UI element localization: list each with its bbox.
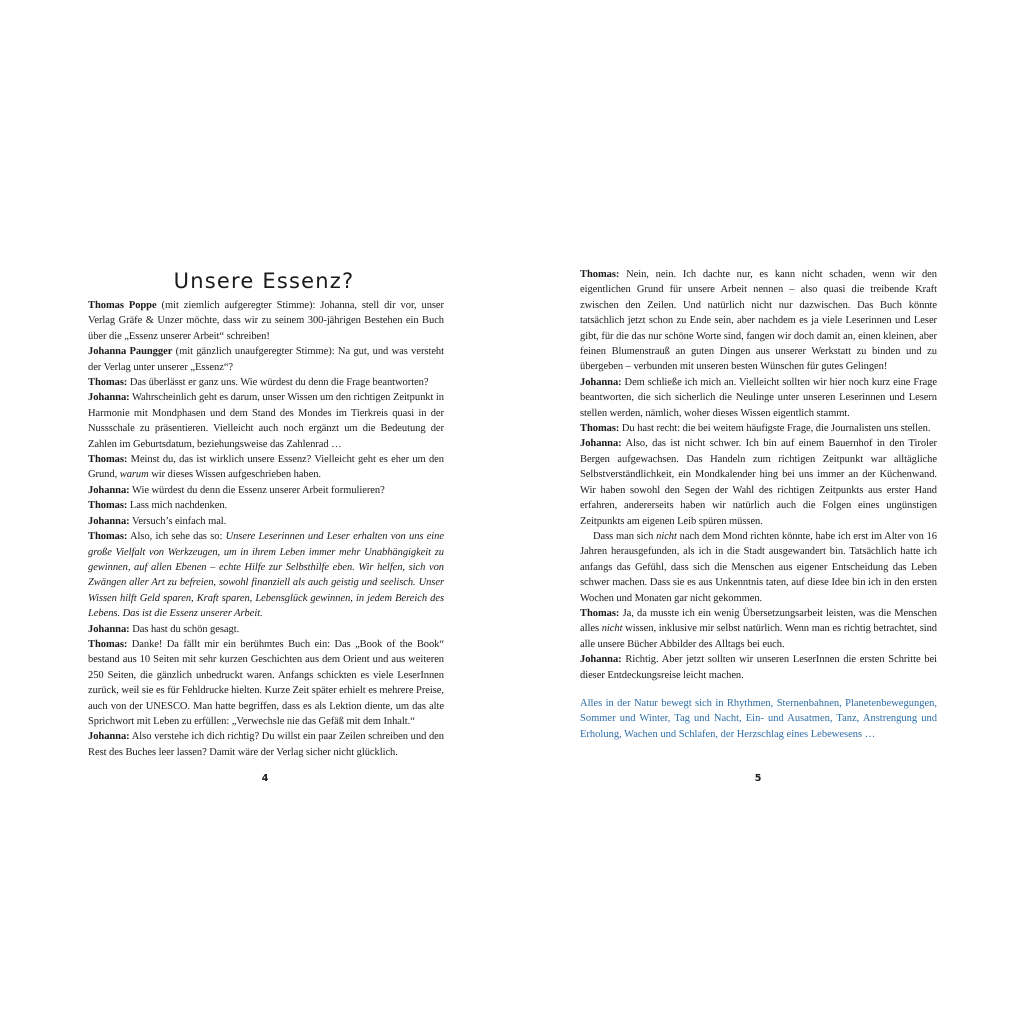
dialogue-paragraph [580, 375, 937, 421]
page-title: Unsere Essenz? [173, 269, 355, 293]
paragraph-text-continued: wir dieses Wissen aufgeschrieben haben. [148, 469, 321, 481]
paragraph-text: (mit gänzlich unaufgeregter Stimme): Na gut, und was versteht der Verlag unter unserer „Essenz“? [88, 346, 445, 373]
highlight-quote: Alles in der Natur bewegt sich in Rhythmen, Sternenbahnen, Planetenbewegungen, Sommer und Winter, Tag und Nacht, Ein- und Ausatmen, Tanz, Anstrengung und Erholung, Wachen und Schlafen, der Herzschlag eines Lebewesens … [580, 698, 937, 740]
dialogue-paragraph [88, 637, 444, 729]
speaker-name: Thomas: [88, 531, 128, 543]
dialogue-paragraph [88, 344, 444, 375]
paragraph-text: Versuch’s einfach mal. [129, 515, 227, 527]
dialogue-paragraph [580, 606, 937, 652]
speaker-name: Thomas: [88, 638, 128, 650]
page-number-left: 4 [261, 773, 269, 784]
right-page-body [580, 267, 937, 683]
speaker-name: Johanna: [580, 376, 622, 388]
dialogue-paragraph [88, 375, 444, 390]
speaker-name: Thomas Poppe [88, 300, 157, 311]
paragraph-text: Das hast du schön gesagt. [129, 623, 240, 635]
dialogue-paragraph [580, 267, 937, 375]
dialogue-paragraph [580, 529, 937, 606]
dialogue-paragraph [88, 298, 444, 344]
speaker-name: Johanna: [88, 484, 130, 496]
italic-text: warum [119, 469, 149, 481]
speaker-name: Thomas: [88, 377, 128, 389]
dialogue-paragraph [580, 652, 937, 683]
italic-text: Unsere Leserinnen und Leser erhalten von uns eine große Vielfalt von Werkzeugen, um in ihrem Leben immer mehr Unabhängigkeit zu gewinnen, auf allen Ebenen – echte Hilfe zur Selbsthilfe eben. Wir helfen, sich von Zwängen aller Art zu befreien, sowohl finanziell als auch geistig und seelisch. Unser Wissen hilft Geld sparen, Kraft sparen, Lebensglück gewinnen, in jedem Bereich des Lebens. Das ist die Essenz unserer Arbeit. [88, 531, 444, 620]
speaker-name: Johanna: [580, 438, 622, 450]
paragraph-text: Danke! Da fällt mir ein berühmtes Buch ein: Das „Book of the Book“ bestand aus 10 Seiten mit sehr kurzen Geschichten aus dem Orient und aus weiteren 250 Seiten, die gänzlich unbedruckt waren. Anfangs schickten es viele LeserInnen zurück, weil sie es für Fehldrucke hielten. Kurze Zeit später erhielt es mehrere Preise, auch von der UNESCO. Man hatte begriffen, dass es als Lektion diente, um das alte Sprichwort mit Leben zu erfüllen: „Verwechsle nie das Gefäß mit dem Inhalt.“ [88, 638, 444, 727]
paragraph-text: Wie würdest du denn die Essenz unserer Arbeit formulieren? [129, 484, 385, 496]
dialogue-paragraph [580, 436, 937, 528]
speaker-name: Thomas: [580, 607, 620, 619]
speaker-name: Johanna: [88, 731, 130, 743]
paragraph-text: Also, ich sehe das so: [127, 531, 226, 543]
left-page-body [88, 298, 444, 760]
speaker-name: Johanna: [88, 392, 130, 404]
right-page [512, 0, 1024, 1024]
dialogue-paragraph [88, 729, 444, 760]
paragraph-text: Ja, da musste ich ein wenig Übersetzungsarbeit leisten, was die Menschen alles [580, 607, 937, 635]
dialogue-paragraph [88, 498, 444, 513]
paragraph-text-continued: wissen, inklusive mir selbst natürlich. Wenn man es richtig betrachtet, sind alle unsere Bücher Abbilder des Alltags bei euch. [580, 623, 937, 650]
paragraph-text: Dem schließe ich mich an. Vielleicht sollten wir hier noch kurz eine Frage beantworten, die sich sicherlich die Neulinge unter unseren Leserinnen und Lesern stellen werden, nämlich, woher dieses Wissen eigentlich stammt. [580, 376, 937, 419]
dialogue-paragraph [88, 452, 444, 483]
paragraph-text-continued: nach dem Mond richten könnte, habe ich erst im Alter von 16 Jahren herausgefunden, als ich in die Stadt ausgewandert bin. Tatsächlich hatte ich anfangs das Gefühl, dass sich die Menschen aus eigener Entscheidung das Leben schwer machen. Dass sie es aus Unkenntnis taten, auf diese Idee bin ich in den ersten Wochen und Monaten gar nicht gekommen. [580, 530, 937, 604]
speaker-name: Johanna: [88, 515, 130, 527]
speaker-name: Thomas: [580, 423, 620, 435]
speaker-name: Johanna: [88, 623, 130, 635]
dialogue-paragraph [88, 483, 444, 498]
dialogue-paragraph [88, 529, 444, 621]
speaker-name: Thomas: [88, 454, 128, 466]
paragraph-text: Richtig. Aber jetzt sollten wir unseren LeserInnen die ersten Schritte bei dieser Entdeckungsreise leicht machen. [580, 654, 937, 681]
italic-text: nicht [656, 530, 677, 542]
paragraph-text: Lass mich nachdenken. [127, 500, 228, 512]
paragraph-text: Du hast recht: die bei weitem häufigste Frage, die Journalisten uns stellen. [619, 423, 931, 435]
paragraph-text: Das überlässt er ganz uns. Wie würdest du denn die Frage beantworten? [127, 377, 429, 389]
paragraph-text: Meinst du, das ist wirklich unsere Essenz? Vielleicht geht es eher um den Grund, [88, 454, 444, 481]
speaker-name: Thomas: [580, 269, 620, 280]
dialogue-paragraph [88, 622, 444, 637]
paragraph-text: Wahrscheinlich geht es darum, unser Wissen um den richtigen Zeitpunkt in Harmonie mit Mondphasen und dem Stand des Mondes im Tierkreis quasi in der Nussschale zu präsentieren. Vielleicht auch noch ergänzt um die Bedeutung der Zahlen im Geburtsdatum, beziehungsweise das Zahlenrad … [88, 392, 444, 450]
paragraph-text: Nein, nein. Ich dachte nur, es kann nicht schaden, wenn wir den eigentlichen Grund für unsere Arbeit nennen – also quasi die treibende Kraft zwischen den Zeilen. Und natürlich nicht nur dazwischen. Das Buch könnte tatsächlich jetzt schon zu Ende sein, aber nachdem es ja viele Leserinnen und Leser gibt, für die das nur schöne Worte sind, fangen wir doch damit an, einen kleinen, aber feinen Blumenstrauß an guten Dingen aus unserer Werkstatt zu binden und zu übergeben – verbunden mit unseren besten Wünschen für gutes Gelingen! [580, 269, 937, 373]
page-number-right: 5 [754, 773, 762, 784]
italic-text: nicht [601, 623, 623, 635]
dialogue-paragraph [88, 514, 444, 529]
paragraph-text: Dass man sich [593, 530, 657, 542]
speaker-name: Johanna: [580, 654, 622, 666]
paragraph-text: (mit ziemlich aufgeregter Stimme): Johanna, stell dir vor, unser Verlag Gräfe & Unzer möchte, dass wir zu seinem 300-jährigen Bestehen ein Buch über die „Essenz unserer Arbeit“ schreiben! [88, 300, 444, 342]
dialogue-paragraph [580, 421, 937, 436]
paragraph-text: Also, das ist nicht schwer. Ich bin auf einem Bauernhof in den Tiroler Bergen aufgewachsen. Das Handeln zum richtigen Zeitpunkt war alltägliche Selbstverständlichkeit, ein Mondkalender hing bei uns immer an der Küchenwand. Wir haben sowohl den Segen der Wahl des richtigen Zeitpunkts aus erster Hand erfahren, andererseits haben wir natürlich auch die Folgen eines ungünstigen Zeitpunkts am eigenen Leib spüren müssen. [580, 438, 937, 527]
dialogue-paragraph [88, 390, 444, 452]
speaker-name: Johanna Paungger [88, 346, 173, 358]
speaker-name: Thomas: [88, 500, 128, 512]
paragraph-text: Also verstehe ich dich richtig? Du willst ein paar Zeilen schreiben und den Rest des Buches leer lassen? Damit wäre der Verlag sicher nicht glücklich. [88, 731, 444, 758]
